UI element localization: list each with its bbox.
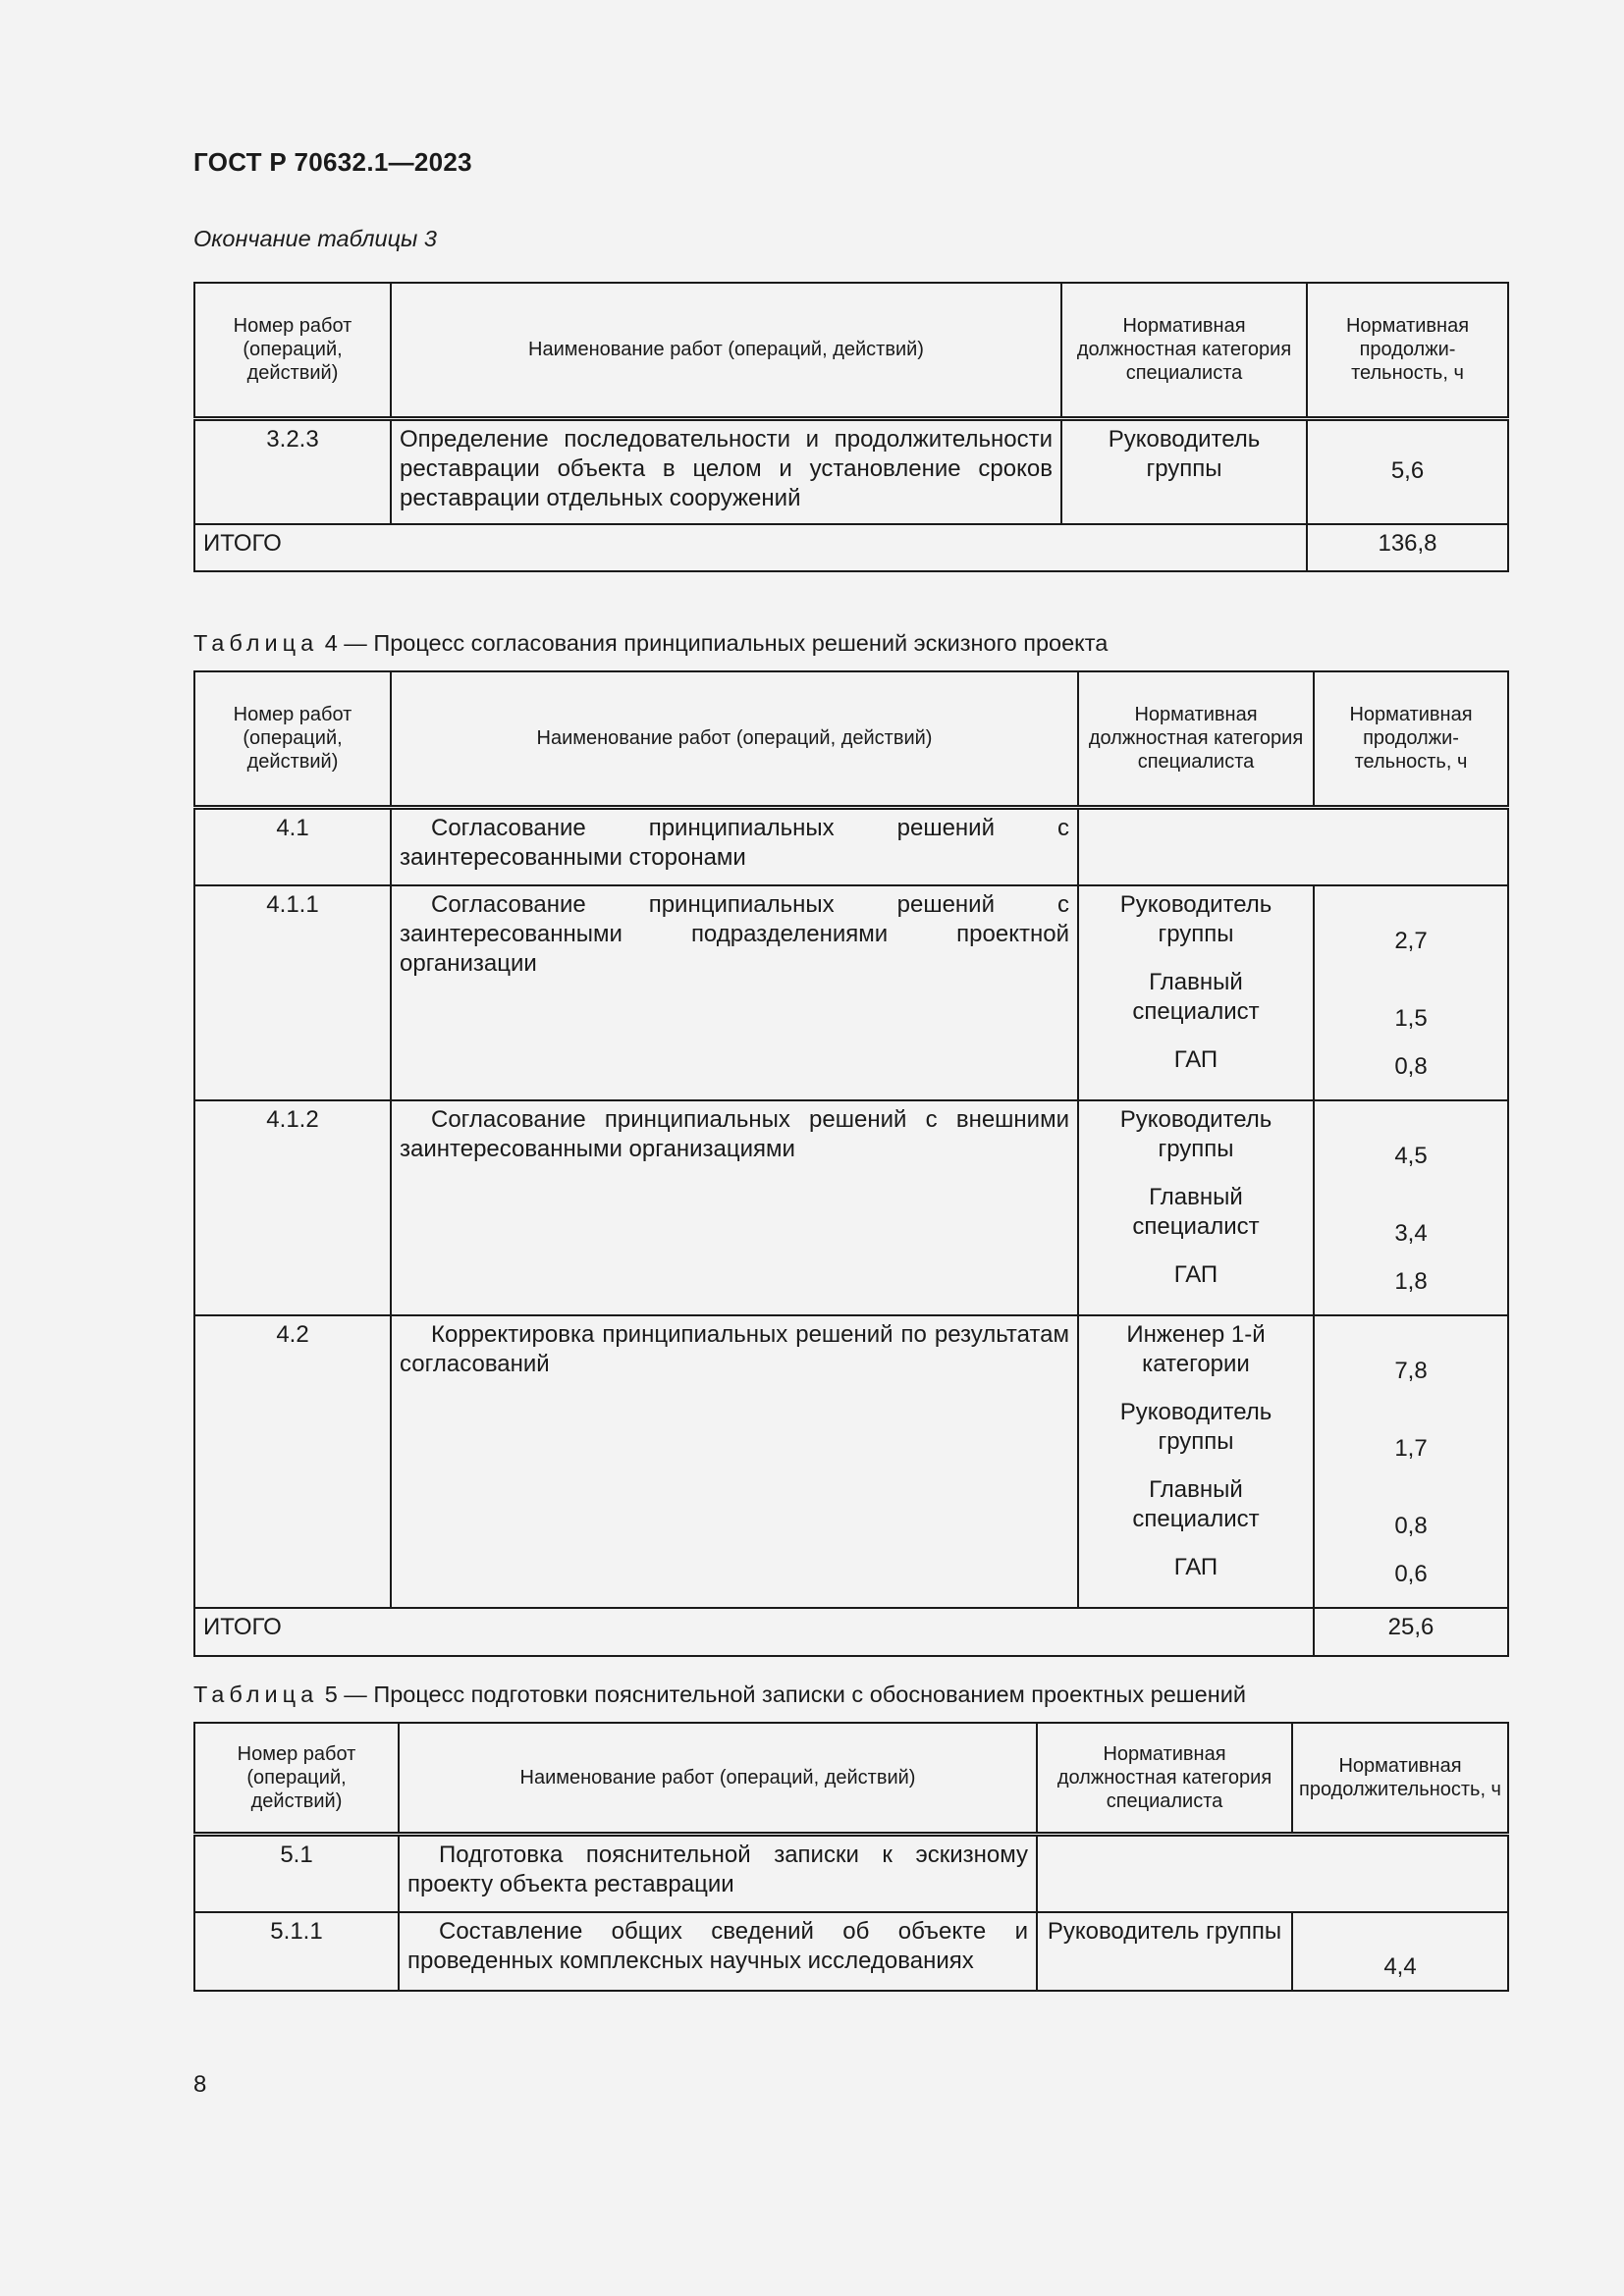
caption-word: Таблица xyxy=(193,1682,319,1707)
header-name: Наименование работ (операций, действий) xyxy=(391,671,1078,807)
work-number: 5.1 xyxy=(194,1834,399,1912)
table-row xyxy=(194,807,1508,885)
table-5 xyxy=(193,1722,1509,1992)
category-entry: ГАП xyxy=(1173,1554,1218,1580)
total-label: ИТОГО xyxy=(194,1608,1314,1656)
document-code: ГОСТ Р 70632.1—2023 xyxy=(193,147,472,177)
duration-list xyxy=(1314,1315,1508,1608)
duration: 1,5 xyxy=(1394,1005,1428,1032)
header-duration: Нормативная продолжи-тельность, ч xyxy=(1314,671,1508,807)
work-name: Составление общих сведений об объекте и проведенных комплексных научных исследованиях xyxy=(399,1912,1037,1991)
table-row xyxy=(194,1315,1508,1608)
header-number: Номер работ (операций, действий) xyxy=(194,671,391,807)
total-label: ИТОГО xyxy=(194,524,1307,571)
duration: 1,7 xyxy=(1394,1435,1428,1462)
header-name: Наименование работ (операций, действий) xyxy=(399,1723,1037,1834)
specialist-category: Руководитель группы xyxy=(1061,418,1307,524)
work-name: Корректировка принципиальных решений по результатам согласований xyxy=(391,1315,1078,1608)
category-entry: Инженер 1-й категории xyxy=(1126,1321,1266,1377)
work-name: Определение последовательности и продолжительности реставрации объекта в целом и установление сроков реставрации отдельных сооружений xyxy=(391,418,1061,524)
header-category: Нормативная должностная категория специалиста xyxy=(1061,283,1307,418)
work-name: Согласование принципиальных решений с заинтересованными сторонами xyxy=(391,807,1078,885)
category-entry: Главный специалист xyxy=(1132,1476,1260,1532)
table-3 xyxy=(193,282,1509,572)
work-number: 4.1 xyxy=(194,807,391,885)
caption-text: 4 — Процесс согласования принципиальных решений эскизного проекта xyxy=(324,630,1109,656)
duration: 0,8 xyxy=(1394,1513,1428,1539)
category-entry: Руководитель группы xyxy=(1119,891,1272,947)
total-row xyxy=(194,1608,1508,1656)
work-name: Согласование принципиальных решений с заинтересованными подразделениями проектной организации xyxy=(391,885,1078,1100)
category-entry: Главный специалист xyxy=(1132,1184,1260,1240)
header-name: Наименование работ (операций, действий) xyxy=(391,283,1061,418)
total-value: 25,6 xyxy=(1314,1608,1508,1656)
duration: 0,8 xyxy=(1394,1053,1428,1080)
duration-list xyxy=(1314,1100,1508,1315)
work-number: 4.2 xyxy=(194,1315,391,1608)
category-entry: Главный специалист xyxy=(1132,969,1260,1025)
table-row xyxy=(194,1834,1508,1912)
work-number: 4.1.1 xyxy=(194,885,391,1100)
duration: 3,4 xyxy=(1394,1220,1428,1247)
empty-cell xyxy=(1078,807,1508,885)
category-entry: Руководитель группы xyxy=(1119,1106,1272,1162)
page-number: 8 xyxy=(193,2071,207,2098)
total-value: 136,8 xyxy=(1307,524,1508,571)
category-entry: ГАП xyxy=(1173,1261,1218,1288)
duration: 2,7 xyxy=(1394,928,1428,954)
caption-text: 5 — Процесс подготовки пояснительной записки с обоснованием проектных решений xyxy=(324,1682,1246,1707)
category-entry: ГАП xyxy=(1173,1046,1218,1073)
work-name: Согласование принципиальных решений с внешними заинтересованными организациями xyxy=(391,1100,1078,1315)
specialist-category-list xyxy=(1078,1100,1314,1315)
empty-cell xyxy=(1037,1834,1508,1912)
table-row xyxy=(194,418,1508,524)
table-row xyxy=(194,1912,1508,1991)
specialist-category-list xyxy=(1078,1315,1314,1608)
work-number: 3.2.3 xyxy=(194,418,391,524)
table5-caption xyxy=(193,1682,1246,1708)
duration: 5,6 xyxy=(1307,418,1508,524)
work-name: Подготовка пояснительной записки к эскизному проекту объекта реставрации xyxy=(399,1834,1037,1912)
header-duration: Нормативная продолжительность, ч xyxy=(1292,1723,1508,1834)
header-category: Нормативная должностная категория специалиста xyxy=(1078,671,1314,807)
table-4 xyxy=(193,670,1509,1657)
table4-caption xyxy=(193,630,1108,657)
table3-caption: Окончание таблицы 3 xyxy=(193,226,437,251)
header-category: Нормативная должностная категория специалиста xyxy=(1037,1723,1292,1834)
header-duration: Нормативная продолжи-тельность, ч xyxy=(1307,283,1508,418)
duration: 1,8 xyxy=(1394,1268,1428,1295)
table-row xyxy=(194,1100,1508,1315)
table-row xyxy=(194,885,1508,1100)
caption-word: Таблица xyxy=(193,630,319,656)
specialist-category: Руководитель группы xyxy=(1037,1912,1292,1991)
work-number: 5.1.1 xyxy=(194,1912,399,1991)
work-number: 4.1.2 xyxy=(194,1100,391,1315)
duration: 4,4 xyxy=(1292,1912,1508,1991)
header-number: Номер работ (операций, действий) xyxy=(194,283,391,418)
duration-list xyxy=(1314,885,1508,1100)
category-entry: Руководитель группы xyxy=(1119,1399,1272,1455)
specialist-category-list xyxy=(1078,885,1314,1100)
duration: 4,5 xyxy=(1394,1143,1428,1169)
total-row xyxy=(194,524,1508,571)
header-number: Номер работ (операций, действий) xyxy=(194,1723,399,1834)
duration: 7,8 xyxy=(1394,1358,1428,1384)
duration: 0,6 xyxy=(1394,1561,1428,1587)
